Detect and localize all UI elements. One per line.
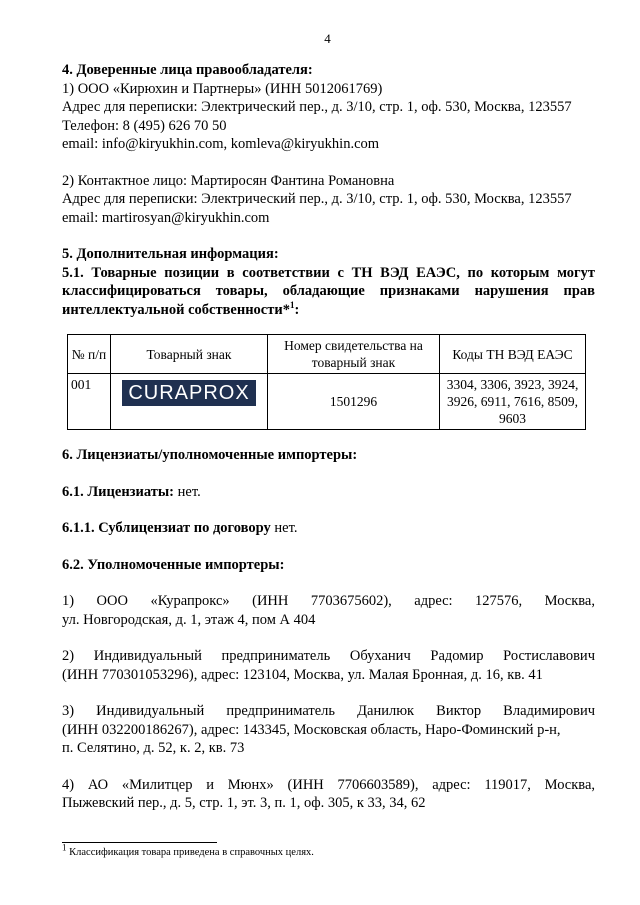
section-6-1-1-value: нет.: [270, 520, 298, 536]
table-row: [68, 374, 586, 430]
importer-3-line-1: 3) Индивидуальный предприниматель Данилюк Виктор Владимирович: [62, 703, 595, 719]
section-6-2-heading: 6.2. Уполномоченные импортеры:: [62, 556, 285, 573]
page-number: 4: [324, 31, 331, 46]
footnote-ref: 1: [289, 299, 295, 310]
section-6-1-1: [62, 519, 595, 538]
section-5-heading: 5. Дополнительная информация:: [62, 246, 279, 262]
importer-3-line-3: п. Селятино, д. 52, к. 2, кв. 73: [62, 740, 245, 756]
importer-2-line-1: 2) Индивидуальный предприниматель Обуханич Радомир Ростиславович: [62, 648, 595, 664]
contact-person: 2) Контактное лицо: Мартиросян Фантина Романовна: [62, 172, 395, 189]
contact-address: Адрес для переписки: Электрический пер., д. 3/10, стр. 1, оф. 530, Москва, 123557: [62, 191, 572, 207]
footnote-mark: 1: [62, 842, 67, 853]
header-codes: Коды ТН ВЭД ЕАЭС: [440, 335, 586, 374]
footnote-separator: [62, 842, 217, 843]
header-mark: Товарный знак: [111, 335, 268, 374]
document-body: [62, 61, 595, 813]
cell-num: 001: [68, 374, 111, 430]
importer-4-line-2: Пыжевский пер., д. 5, стр. 1, эт. 3, п. 1, оф. 305, к 33, 34, 62: [62, 795, 426, 811]
importer-4-line-1: 4) АО «Милитцер и Мюнх» (ИНН 7706603589), адрес: 119017, Москва,: [62, 776, 595, 793]
cell-cert: 1501296: [268, 374, 440, 430]
section-6-1-label: 6.1. Лицензиаты:: [62, 483, 175, 500]
section-5-1-line-2: классифицироваться товары, обладающие признаками нарушения прав: [62, 283, 595, 299]
trustee-1-address: Адрес для переписки: Электрический пер., д. 3/10, стр. 1, оф. 530, Москва, 123557: [62, 99, 572, 115]
header-num: № п/п: [68, 335, 111, 374]
header-cert: Номер свидетельства на товарный знак: [268, 335, 440, 374]
section-4-heading: 4. Доверенные лица правообладателя:: [62, 62, 313, 78]
footnote: [62, 842, 314, 858]
contact-email: email: martirosyan@kiryukhin.com: [62, 209, 270, 226]
section-5-1-line-3-text: интеллектуальной собственности*: [62, 301, 290, 318]
trustee-1-phone: Телефон: 8 (495) 626 70 50: [62, 117, 227, 134]
importer-1-line-2: ул. Новгородская, д. 1, этаж 4, пом А 404: [62, 611, 316, 628]
table-header-row: [68, 335, 586, 374]
trustee-1-email: email: info@kiryukhin.com, komleva@kiryukhin.com: [62, 136, 380, 152]
trademark-table: [67, 334, 586, 430]
cell-mark: [111, 374, 268, 430]
curaprox-logo: CURAPROX: [122, 380, 256, 406]
section-5-1-line-1: 5.1. Товарные позиции в соответствии с ТН ВЭД ЕАЭС, по которым могут: [62, 264, 595, 281]
footnote-text: Классификация товара приведена в справочных целях.: [66, 847, 314, 858]
section-5-1-line-3: [62, 301, 595, 320]
section-6-1: [62, 483, 595, 502]
section-6-1-value: нет.: [174, 483, 201, 500]
trustee-1-name: 1) ООО «Кирюхин и Партнеры» (ИНН 5012061769): [62, 80, 383, 97]
importer-2-line-2: (ИНН 770301053296), адрес: 123104, Москва, ул. Малая Бронная, д. 16, кв. 41: [62, 666, 543, 683]
cell-codes: 3304, 3306, 3923, 3924, 3926, 6911, 7616, 8509, 9603: [440, 374, 586, 430]
section-6-heading: 6. Лицензиаты/уполномоченные импортеры:: [62, 447, 358, 463]
importer-1-line-1: 1) ООО «Курапрокс» (ИНН 7703675602), адрес: 127576, Москва,: [62, 593, 595, 609]
section-6-1-1-label: 6.1.1. Сублицензиат по договору: [62, 520, 271, 536]
importer-3-line-2: (ИНН 032200186267), адрес: 143345, Московская область, Наро-Фоминский р-н,: [62, 721, 561, 738]
section-5-1-colon: :: [294, 301, 300, 318]
